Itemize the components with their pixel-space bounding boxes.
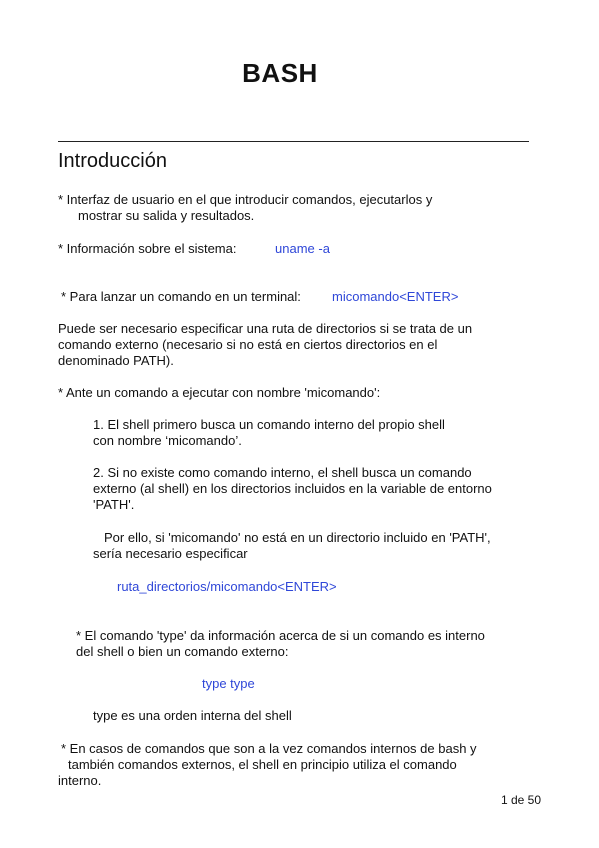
step1-line1: 1. El shell primero busca un comando interno del propio shell [93,417,445,432]
p6-command: ruta_directorios/micomando<ENTER> [117,579,337,594]
p8-line1: * En casos de comandos que son a la vez comandos internos de bash y [61,741,477,756]
step2-line1: 2. Si no existe como comando interno, el shell busca un comando [93,465,472,480]
horizontal-rule [58,141,529,142]
p2-command: uname -a [275,241,330,256]
p6-line1: Por ello, si 'micomando' no está en un directorio incluido en 'PATH', [104,530,491,545]
p7-output: type es una orden interna del shell [93,708,292,723]
step1-line2: con nombre ‘micomando’. [93,433,242,448]
p6-line2: sería necesario especificar [93,546,248,561]
p8-line2: también comandos externos, el shell en principio utiliza el comando [68,757,457,772]
p1-line1: * Interfaz de usuario en el que introducir comandos, ejecutarlos y [58,192,433,207]
p5-line1: * Ante un comando a ejecutar con nombre 'micomando': [58,385,381,400]
document-title: BASH [242,58,318,88]
p7-line1: * El comando 'type' da información acerca de si un comando es interno [76,628,485,643]
p2-label: * Información sobre el sistema: [58,241,237,256]
p7-line2: del shell o bien un comando externo: [76,644,289,659]
p1-line2: mostrar su salida y resultados. [78,208,255,223]
section-heading: Introducción [58,150,167,172]
p4-line1: Puede ser necesario especificar una ruta de directorios si se trata de un [58,321,473,336]
p7-command: type type [202,676,255,691]
p8-line3: interno. [58,773,102,788]
p4-line2: comando externo (necesario si no está en ciertos directorios en el [58,337,438,352]
page-number: 1 de 50 [500,793,541,807]
step2-line3: 'PATH'. [93,497,135,512]
p3-label: * Para lanzar un comando en un terminal: [61,289,301,304]
p4-line3: denominado PATH). [58,353,174,368]
step2-line2: externo (al shell) en los directorios incluidos en la variable de entorno [93,481,492,496]
p3-command: micomando<ENTER> [332,289,459,304]
